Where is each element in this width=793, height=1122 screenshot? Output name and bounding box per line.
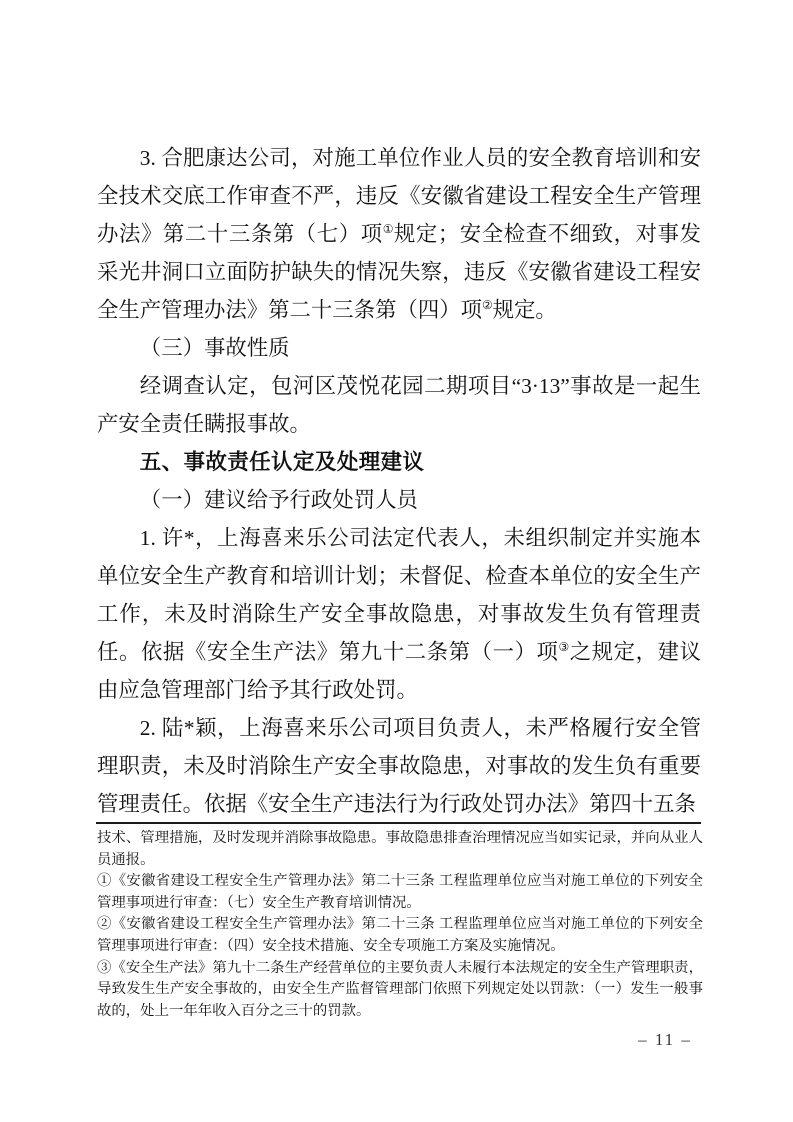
page-number: – 11 – [638,1030,692,1049]
subheading-admin-penalty-personnel: （一）建议给予行政处罚人员 [139,488,418,512]
footnote-3: ③《安全生产法》第九十二条生产经营单位的主要负责人未履行本法规定的安全生产管理职责，导致发生生产安全事故的，由安全生产监督管理部门依照下列规定处以罚款：（一）发生一般事故的，处上一年年收入百分之三十的罚款。 [97,959,703,1019]
paragraph-person-lu: 2. 陆*颖，上海喜来乐公司项目负责人，未严格履行安全管理职责，未及时消除生产安全事故隐患，对事故的发生负有重要管理责任。依据《安全生产违法行为行政处罚办法》第四十五条 [97,716,701,816]
footnotes-block [97,828,703,1022]
footnote-separator-line [96,822,701,824]
footnote-1: ①《安徽省建设工程安全生产管理办法》第二十三条 工程监理单位应当对施工单位的下列安全管理事项进行审查：（七）安全生产教育培训情况。 [97,873,703,911]
paragraph-supervisor-hefei-kangda: 3. 合肥康达公司，对施工单位作业人员的安全教育培训和安全技术交底工作审查不严，违反《安徽省建设工程安全生产管理办法》第二十三条第（七）项①规定；安全检查不细致，对事发采光井洞口立面防护缺失的情况失察，违反《安徽省建设工程安全生产管理办法》第二十三条第（四）项②规定。 [97,146,701,322]
footnote-continuation: 技术、管理措施，及时发现并消除事故隐患。事故隐患排查治理情况应当如实记录，并向从业人员通报。 [97,830,703,868]
paragraph-accident-nature-finding: 经调查认定，包河区茂悦花园二期项目“3·13”事故是一起生产安全责任瞒报事故。 [97,374,701,436]
section-heading-responsibility-and-suggestions: 五、事故责任认定及处理建议 [139,450,425,474]
paragraph-person-xu: 1. 许*，上海喜来乐公司法定代表人，未组织制定并实施本单位安全生产教育和培训计划；未督促、检查本单位的安全生产工作，未及时消除生产安全事故隐患，对事故发生负有管理责任。依据《安全生产法》第九十二条第（一）项③之规定，建议由应急管理部门给予其行政处罚。 [97,526,701,702]
footnote-2: ②《安徽省建设工程安全生产管理办法》第二十三条 工程监理单位应当对施工单位的下列安全管理事项进行审查：（四）安全技术措施、安全专项施工方案及实施情况。 [97,916,703,954]
subheading-accident-nature: （三）事故性质 [139,336,290,360]
main-text-block [97,139,701,823]
